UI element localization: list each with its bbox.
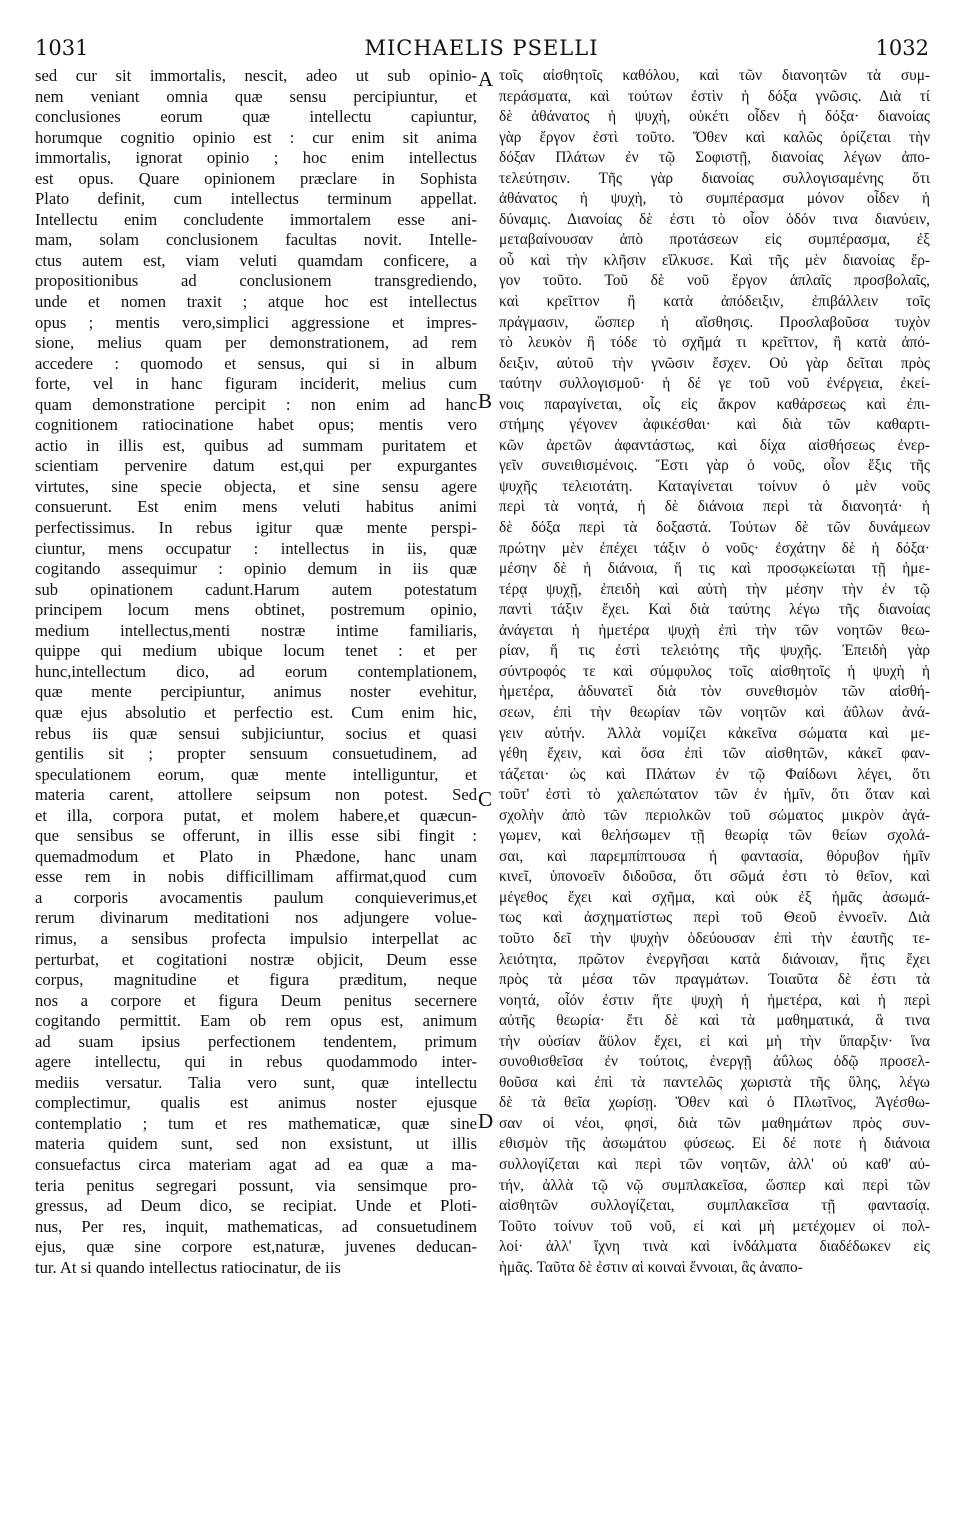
greek-text-line: σαν οἱ νέοι, φησί, διὰ τῶν μαθημάτων πρὸς συν- [499, 1114, 930, 1132]
latin-text-line: opus ; mentis vero,simplici aggressione et impres- [35, 312, 477, 332]
greek-text-line: τὴν οὐσίαν ἄϋλον ἔχει, εἰ καὶ μὴ τὴν ὕπαρξιν· ἵνα [499, 1032, 930, 1050]
greek-column [499, 66, 930, 1278]
latin-text-line: ciuntur, mens occupatur : intellectus in iis, quæ [35, 538, 477, 558]
latin-text-line: actio in illis est, quibus ad summam puritatem et [35, 435, 477, 455]
latin-text-line: tur. At si quando intellectus ratiocinatur, de iis [35, 1257, 341, 1277]
latin-text-line: forte, vel in hanc figuram inciderit, melius cum [35, 374, 477, 394]
greek-text-line: γειν αὐτήν. Ἀλλὰ νομίζει κἀκεῖνα σώματα καὶ με- [499, 724, 930, 742]
latin-text-line: quam demonstratione percipit : non enim ad hanc [35, 394, 477, 414]
greek-text-line: εθισμὸν τῆς ἀσωμάτου φύσεως. Εἰ δέ ποτε ἡ διάνοια [499, 1135, 930, 1153]
latin-text-line: ejus, quæ sine corpore est,naturæ, juvenes deducan- [35, 1237, 477, 1257]
greek-text-line: περάσματα, καὶ τούτων ἐστὶν ἡ δόξα γνῶσις. Διὰ τί [499, 87, 930, 105]
greek-text-line: τοῖς αἰσθητοῖς καθόλου, καὶ τῶν διανοητῶν τὰ συμ- [499, 67, 930, 84]
latin-column [35, 66, 477, 1278]
greek-text-line: τὸ λευκὸν ἢ τόδε τὸ σχῆμά τι κρεῖττον, ἢ κατὰ ἀπό- [499, 334, 930, 352]
latin-text-line: speculationem eorum, quæ mente intelliguntur, et [35, 764, 477, 784]
greek-text-line: δὲ δόξα περὶ τὰ δοξαστά. Τούτων δὲ τῶν δυνάμεων [499, 519, 930, 537]
greek-text-line: ἡμᾶς. Ταῦτα δὲ ἐστιν αἱ κοιναὶ ἔννοιαι, ἃς ἀναπο- [499, 1258, 803, 1276]
greek-text-line: ψυχῆς τελειοτάτη. Καταγίνεται τοίνυν ὁ μὲν νοῦς [499, 477, 930, 495]
greek-text-line: λοί· ἀλλ' ἴχνη τινὰ καὶ ἰνδάλματα διαδέδωκεν εἰς [499, 1238, 930, 1256]
greek-text-line: Τοῦτο τοίνυν τοῦ νοῦ, εἰ καὶ μὴ μετέχομεν οἱ πολ- [499, 1217, 930, 1235]
greek-text-line: νοις παραγίνεται, οἷς εἰς ἄκρον καθάρσεως καὶ ἐπι- [499, 395, 930, 413]
latin-text-line: nos a corpore et figura Deum penitus secernere [35, 990, 477, 1010]
greek-text-line: ἡμετέρα, ἀδυνατεῖ διὰ τὸν συνεθισμὸν τῶν αἰσθή- [499, 683, 930, 701]
latin-text-line: principem locum mens obtinet, postremum opinio, [35, 600, 477, 620]
latin-text-line: ctus autem est, viam veluti quamdam conficere, a [35, 250, 477, 270]
latin-text-line: perfectissimus. In rebus igitur quæ mente perspi- [35, 518, 477, 538]
greek-text-line: κινεῖ, ὑπονοεῖν διδοῦσα, ὅτι σῶμά ἐστι τὸ θεῖον, καὶ [499, 868, 930, 886]
greek-text-line: πρὸς τὰ μέσα τῶν πραγμάτων. Τοιαῦτα δὲ ἐστι τὰ [499, 971, 930, 989]
greek-text-line: σεων, ἐπὶ τὴν θεωρίαν τῶν νοητῶν καὶ ἀΰλων ἀνά- [499, 703, 930, 721]
latin-text-line: quippe qui medium ubique locum tenet : et per [35, 641, 477, 661]
greek-text-line: ἀνάγεται ἡ ἡμετέρα ψυχὴ ἐπὶ τὴν τῶν νοητῶν θεω- [499, 621, 930, 639]
greek-text-line: καὶ κρεῖττον ἢ κατὰ ἀπόδειξιν, ἐπιβάλλειν τοῖς [499, 293, 930, 311]
greek-text-line: στήμης γέγονεν ἀφικέσθαι· καὶ διὰ τῶν καθαρτι- [499, 416, 930, 434]
latin-text-line: esse rem in nobis difficillimam affirmat,quod cum [35, 867, 477, 887]
greek-text-line: συλλογίζεται καὶ περὶ τῶν νοητῶν, ἀλλ' οὐ καθ' αὐ- [499, 1155, 930, 1173]
latin-text-line: immortalis, ignorat opinio ; hoc enim intellectus [35, 148, 477, 168]
greek-text-line: περὶ τὰ νοητά, ἡ δὲ διάνοια περὶ τὰ διανοητά· ἡ [499, 498, 930, 516]
greek-text-line: παντὶ τάξιν ἔχει. Καὶ διὰ ταύτης λέγω τῆς διανοίας [499, 601, 930, 619]
latin-text-line: medium intellectus,menti nostræ intime familiaris, [35, 620, 477, 640]
page-number-left: 1031 [35, 36, 89, 60]
latin-text-line: agere intellectu, qui in rebus quodammodo inter- [35, 1052, 477, 1072]
greek-text-line: γον τοῦτο. Τοῦ δὲ νοῦ ἔργον ἁπλαῖς προσβολαῖς, [499, 272, 930, 290]
latin-text-line: sione, melius quam per demonstrationem, ad rem [35, 333, 477, 353]
greek-text-line: τέρᾳ ψυχῇ, ἐπειδὴ καὶ αὐτὴ τὴν μέσην τὴν ἐν τῷ [499, 580, 930, 598]
section-marker-a: A [478, 67, 494, 91]
latin-text-line: teria penitus segregari possunt, via sensimque pro- [35, 1175, 477, 1195]
greek-text-line: μέσην δὲ ἡ διάνοια, ἥ τις καὶ προσῳκείωται τῇ ἡμε- [499, 560, 930, 578]
latin-text-line: corpus, magnitudine et figura præditum, neque [35, 970, 477, 990]
section-marker-b: B [478, 389, 493, 413]
latin-text-line: ad suam ipsius perfectionem tendentem, primum [35, 1031, 477, 1051]
latin-text-line: nem veniant omnia quæ sensu percipiuntur, et [35, 86, 477, 106]
latin-text-line: quæ ejus absolutio et perfectio est. Cum enim hic, [35, 702, 477, 722]
greek-text-line: σχολὴν ἀπὸ τῶν περιολκῶν τοῦ σώματος μικρὸν ἀγά- [499, 806, 930, 824]
latin-text-line: nus, Per res, inquit, mathematicas, ad consuetudinem [35, 1216, 477, 1236]
greek-text-line: πρώτην μὲν ἐπέχει τάξιν ὁ νοῦς· ἐσχάτην δὲ ἡ δόξα· [499, 539, 930, 557]
latin-text-line: cogitando permittit. Eam ob rem opus est, animum [35, 1011, 477, 1031]
latin-text-line: Intellectu enim concludente immortalem esse ani- [35, 209, 477, 229]
latin-text-line: materia carent, attollere seipsum non potest. Sed [35, 785, 477, 805]
greek-text-line: τοῦτο δεῖ τὴν ψυχὴν ὁδεύουσαν ἐπὶ τὴν ἑαυτῆς τε- [499, 929, 930, 947]
latin-text-line: contemplatio ; tum et res mathematicæ, quæ sine [35, 1113, 477, 1133]
latin-text-line: a corporis avocamentis paulum conquieverimus,et [35, 887, 477, 907]
greek-text-line: αἰσθητῶν συλλογίζεται, συμπλακεῖσα τῇ φαντασίᾳ. [499, 1197, 930, 1215]
greek-text-line: νοητά, οἷόν ἐστιν ἥτε ψυχὴ ἡ ἡμετέρα, καὶ ἡ περὶ [499, 991, 930, 1009]
latin-text-line: accedere : quomodo et sensus, qui si in album [35, 353, 477, 373]
greek-text-line: γὰρ ἔργον ἐστὶ τοῦτο. Ὅθεν καὶ καλῶς ὁρίζεται τὴν [499, 128, 930, 146]
greek-text-line: γεῖν συνειθισμένοις. Ἔστι γὰρ ὁ νοῦς, οἷον ἕξις τῆς [499, 457, 930, 475]
greek-text-line: δὲ τὰ θεῖα χωρίσῃ. Ὅθεν καὶ ὁ Πλωτῖνος, Ἀγέσθω- [499, 1094, 930, 1112]
latin-text-line: perturbat, et cogitationi nostræ objicit, Deum esse [35, 949, 477, 969]
greek-text-line: ρίαν, ἥ τις ἐστὶ τελειότης τῆς ψυχῆς. Ἐπειδὴ γὰρ [499, 642, 930, 660]
latin-text-line: consuerunt. Est enim mens veluti habitus animi [35, 497, 477, 517]
greek-text-line: δειξιν, αὐτοῦ τὴν γνῶσιν ἔσχεν. Οὐ γὰρ δεῖται πρὸς [499, 354, 930, 372]
section-marker-c: C [478, 787, 493, 811]
running-title: MICHAELIS PSELLI [364, 36, 599, 60]
latin-text-line: quemadmodum et Plato in Phædone, hanc unam [35, 846, 477, 866]
greek-text-line: τήν, ἀλλὰ τῷ νῷ συμπλακεῖσα, ὥσπερ καὶ περὶ τῶν [499, 1176, 930, 1194]
greek-text-line: δύναμις. Διανοίας δὲ ἐστι τὸ οἷον ὁδόν τινα διανύειν, [499, 210, 930, 228]
latin-text-line: Plato definit, cum intellectus terminum appellat. [35, 189, 477, 209]
latin-text-line: consuefactus circa materiam agat ad ea quæ a ma- [35, 1154, 477, 1174]
latin-text-line: cogitando assequimur : opinio demum in iis quæ [35, 559, 477, 579]
latin-text-line: que sensibus se offerunt, in illis esse sibi fingit : [35, 826, 477, 846]
latin-text-line: gressus, ad Deum dico, se recipiat. Unde et Ploti- [35, 1196, 477, 1216]
greek-text-line: δόξαν Πλάτων ἐν τῷ Σοφιστῇ, διανοίας λέγων ἀπο- [499, 149, 930, 167]
latin-text-line: virtutes, sine specie objecta, et sine sensu agere [35, 476, 477, 496]
greek-text-line: σύντροφός τε καὶ σύμφυλος τοῖς αἰσθητοῖς ἡ ψυχὴ ἡ [499, 662, 930, 680]
greek-text-line: λειότητα, πρῶτον ἐνεργῆσαι κατὰ διάνοιαν, ἥτις ἔχει [499, 950, 930, 968]
greek-text-line: μεταβαίνουσαν ἀπὸ προτάσεων εἰς συμπέρασμα, ἐξ [499, 231, 930, 249]
latin-text-line: et illa, corpora putat, et molem habere,et quæcun- [35, 805, 477, 825]
greek-text-line: τως καὶ ἀσχηματίστως περὶ τοῦ Θεοῦ ἐννοεῖν. Διὰ [499, 909, 930, 927]
latin-text-line: sub opinationem cadunt.Harum autem potestatum [35, 579, 477, 599]
latin-text-line: rerum divinarum meditationi nos adjungere volue- [35, 908, 477, 928]
latin-text-line: rebus iis quæ sensui subjiciuntur, socius et quasi [35, 723, 477, 743]
latin-text-line: gentilis sit ; propter sensuum consuetudinem, ad [35, 744, 477, 764]
latin-text-line: propositionibus ad conclusionem transgrediendo, [35, 271, 477, 291]
greek-text-line: ταύτην συλλογισμοῦ· ἡ δέ γε τοῦ νοῦ ἐνέργεια, ἐκεί- [499, 375, 930, 393]
greek-text-line: κῶν ἀρετῶν ἀφαντάστως, καὶ δίχα αἰσθήσεως ἐνερ- [499, 436, 930, 454]
greek-text-line: τοῦτ' ἐστὶ τὸ χαλεπώτατον τῶν ἐν ἡμῖν, ὅτι ὅταν καὶ [499, 786, 930, 804]
greek-text-line: αὐτῆς θεωρία· ἔτι δὲ καὶ τὰ μαθηματικά, ἃ τινα [499, 1012, 930, 1030]
latin-text-line: est opus. Quare opinionem præclare in Sophista [35, 168, 477, 188]
latin-text-line: hunc,intellectum dico, ad eorum contemplationem, [35, 661, 477, 681]
greek-text-line: γωμεν, καὶ θελήσωμεν τῇ θεωρίᾳ τῶν θείων σχολά- [499, 827, 930, 845]
greek-text-line: σαι, καὶ παρεμπίπτουσα ἡ φαντασία, θόρυβον ἡμῖν [499, 847, 930, 865]
latin-text-line: quæ mente percipiuntur, animus noster evehitur, [35, 682, 477, 702]
latin-text-line: unde et nomen traxit ; atque hoc est intellectus [35, 292, 477, 312]
greek-text-line: οὗ καὶ τὴν κλῆσιν εἵλκυσε. Καὶ τῆς μὲν διανοίας ἔρ- [499, 251, 930, 269]
latin-text-line: scientiam pervenire datum est,qui per expurgantes [35, 456, 477, 476]
latin-text-line: cognitionem ratiocinatione habet opus; mentis vero [35, 415, 477, 435]
greek-text-line: γέθη ἔχειν, καὶ ὅσα ἐπὶ τῶν αἰσθητῶν, κἀκεῖ φαν- [499, 745, 930, 763]
latin-text-line: horumque cognitio opinio est : cur enim sit anima [35, 127, 477, 147]
latin-text-line: mediis versatur. Talia vero sunt, quæ intellectu [35, 1072, 477, 1092]
latin-text-line: sed cur sit immortalis, nescit, adeo ut sub opinio- [35, 66, 477, 85]
greek-text-line: θοῦσα καὶ ἐπὶ τὰ παντελῶς χωριστὰ τῆς ὕλης, λέγω [499, 1073, 930, 1091]
latin-text-line: materia quidem sunt, sed non exsistunt, ut illis [35, 1134, 477, 1154]
latin-text-line: conclusiones eorum quæ intellectu capiuntur, [35, 107, 477, 127]
greek-text-line: πράγμασιν, ὥσπερ ἡ αἴσθησις. Προσλαβοῦσα τυχὸν [499, 313, 930, 331]
greek-text-line: συνοθισθεῖσα ἐν τούτοις, ἐνεργῇ ἀΰλως ὁδῷ προσελ- [499, 1053, 930, 1071]
greek-text-line: μέγεθος ἔχει καὶ σχῆμα, καὶ οὐκ ἐξ ἡμᾶς ἀσωμά- [499, 888, 930, 906]
greek-text-line: ἀθάνατος ἡ ψυχὴ, τὸ συμπέρασμα μόνον οἶδεν ἡ [499, 190, 930, 208]
greek-text-line: τάζεται· ὡς καὶ Πλάτων ἐν τῷ Φαίδωνι λέγει, ὅτι [499, 765, 930, 783]
greek-text-line: τελεύτησιν. Τῆς γὰρ διανοίας συλλογισαμένης ὅτι [499, 169, 930, 187]
section-marker-d: D [478, 1109, 494, 1133]
latin-text-line: mam, solam conclusionem facultas novit. Intelle- [35, 230, 477, 250]
latin-text-line: rimus, a sensibus profecta impulsio interpellat ac [35, 928, 477, 948]
latin-text-line: complectimur, qualis est animus noster ejusque [35, 1093, 477, 1113]
page-number-right: 1032 [875, 36, 929, 60]
greek-text-line: δὲ ἀθάνατος ἡ ψυχὴ, οὐκέτι οἶδεν ἡ δόξα· διανοίας [499, 108, 930, 126]
